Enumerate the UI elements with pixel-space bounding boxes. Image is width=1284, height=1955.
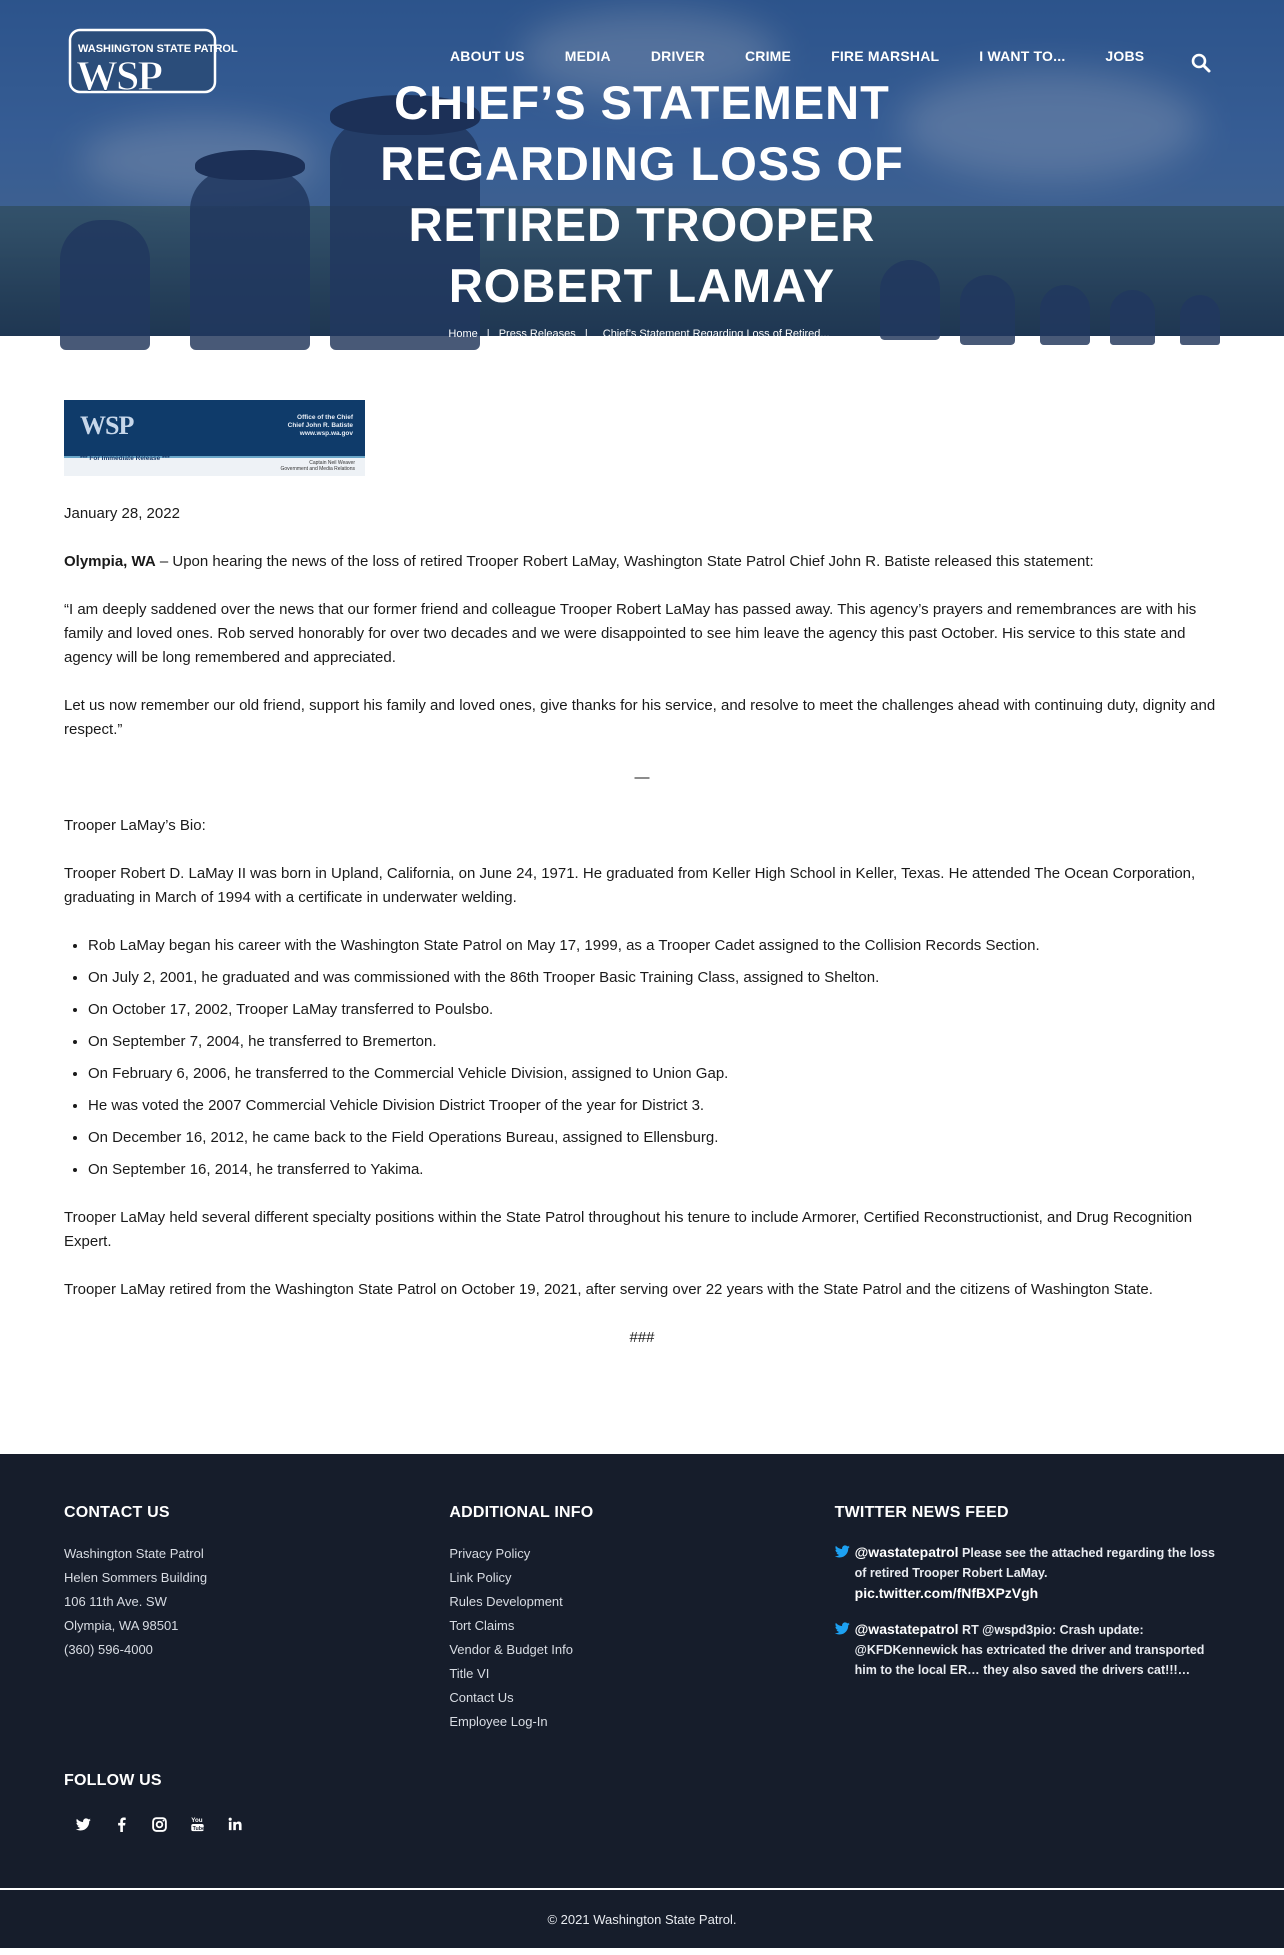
footer-link-vendor-budget[interactable]: Vendor & Budget Info [449, 1642, 573, 1657]
breadcrumb-current: Chief’s Statement Regarding Loss of Retired... [602, 328, 830, 340]
article-content [0, 336, 1284, 1454]
banner-contact [281, 460, 356, 472]
bio-list [88, 934, 1220, 1182]
site-footer [0, 1454, 1284, 1888]
breadcrumb-home[interactable]: Home [448, 328, 478, 340]
tweet-handle[interactable]: @wastatepatrol [854, 1621, 959, 1637]
list-item: • He was voted the 2007 Commercial Vehicle Division District Trooper of the year for District 3. [88, 1094, 1220, 1118]
nav-about-us[interactable]: ABOUT US [450, 48, 525, 64]
footer-columns [64, 1504, 1220, 1734]
nav-fire-marshal[interactable]: FIRE MARSHAL [831, 48, 940, 64]
footer-link-tort-claims[interactable]: Tort Claims [449, 1618, 515, 1633]
footer-link-contact-us[interactable]: Contact Us [449, 1690, 514, 1705]
svg-text:You: You [190, 1817, 203, 1825]
bio-specialty: Trooper LaMay held several different specialty positions within the State Patrol throughout his tenure to include Armorer, Certified Reconstructionist, and Drug Recognition Expert. [64, 1209, 1193, 1250]
nav-driver[interactable]: DRIVER [650, 48, 705, 64]
list-item: • Rob LaMay began his career with the Washington State Patrol on May 17, 1999, as a Trooper Cadet assigned to the Collision Records Section. [88, 934, 1220, 958]
wsp-logo-graphic [70, 30, 238, 102]
breadcrumb-separator: | [486, 328, 490, 340]
contact-line: Washington State Patrol [64, 1546, 204, 1561]
bio-retired: Trooper LaMay retired from the Washington State Patrol on October 19, 2021, after serving over 22 years with the State Patrol and the citizens of Washington State. [64, 1281, 1153, 1298]
social-links [64, 1810, 1220, 1838]
nav-i-want-to[interactable]: I WANT TO... [979, 48, 1066, 64]
article-dateline: Olympia, WA [64, 553, 156, 570]
banner-url: www.wsp.wa.gov [299, 430, 353, 437]
contact-line: Olympia, WA 98501 [64, 1618, 179, 1633]
footer-contact-heading: CONTACT US [64, 1504, 170, 1521]
banner-contact-dept: Government and Media Relations [280, 466, 355, 472]
list-item: • On December 16, 2012, he came back to the Field Operations Bureau, assigned to Ellensburg. [88, 1126, 1220, 1150]
youtube-icon[interactable] [178, 1810, 216, 1838]
copyright-bar [0, 1888, 1284, 1948]
tweet-handle[interactable]: @wastatepatrol [854, 1544, 959, 1560]
logo-text: WASHINGTON STATE PATROL [78, 43, 238, 55]
footer-link-privacy-policy[interactable]: Privacy Policy [449, 1546, 531, 1561]
page-title: CHIEF’S STATEMENT REGARDING LOSS OF RETIRED TROOPER ROBERT LAMAY [380, 76, 904, 312]
tweet-body [855, 1619, 1220, 1680]
tweet-body [855, 1542, 1220, 1603]
footer-link-link-policy[interactable]: Link Policy [449, 1570, 512, 1585]
tweet [835, 1542, 1220, 1603]
footer-contact [64, 1504, 449, 1734]
footer-link-rules-development[interactable]: Rules Development [449, 1594, 563, 1609]
banner-release-label: *** For Immediate Release *** [80, 455, 170, 462]
list-item: • On February 6, 2006, he transferred to the Commercial Vehicle Division, assigned to Union Gap. [88, 1062, 1220, 1086]
twitter-bird-icon [835, 1622, 851, 1680]
footer-info-heading: ADDITIONAL INFO [449, 1504, 594, 1521]
nav-media[interactable]: MEDIA [564, 48, 611, 64]
bio-intro: Trooper Robert D. LaMay II was born in Upland, California, on June 24, 1971. He graduated from Keller High School in Keller, Texas. He attended The Ocean Corporation, graduating in March of 1994 with a certificate in underwater welding. [64, 865, 1196, 906]
nav-jobs[interactable]: JOBS [1105, 48, 1145, 64]
banner-contact-name: Captain Neil Weaver [309, 460, 355, 466]
wsp-logo[interactable] [70, 30, 238, 102]
twitter-bird-icon [835, 1545, 851, 1603]
breadcrumb-separator: | [584, 328, 588, 340]
footer-twitter [835, 1504, 1220, 1734]
tweet-text: RT @wspd3pio: Crash update: @KFDKennewick has extricated the driver and transported him to the local ER… they also saved the drivers cat!!!… [854, 1623, 1205, 1677]
banner-office-title: Office of the Chief [297, 414, 353, 421]
article-quote-1: “I am deeply saddened over the news that our former friend and colleague Trooper Robert LaMay has passed away. This agency’s prayers and remembrances are with his family and loved ones. Rob served honorably for over two decades and we were disappointed to see him leave the agency this past October. His service to this state and agency will be long remembered and appreciated. [64, 601, 1197, 666]
article-end-mark: ### [629, 1329, 655, 1346]
press-release-banner [64, 400, 365, 476]
contact-line: Helen Sommers Building [64, 1570, 208, 1585]
twitter-icon[interactable] [64, 1810, 102, 1838]
copyright-text: © 2021 Washington State Patrol. [547, 1912, 737, 1927]
hero-header [0, 0, 1284, 340]
bio-heading: Trooper LaMay’s Bio: [64, 817, 206, 834]
list-item: • On September 7, 2004, he transferred to Bremerton. [88, 1030, 1220, 1054]
article-intro [64, 550, 1220, 574]
article-date: January 28, 2022 [64, 505, 180, 522]
tweet-link[interactable]: pic.twitter.com/fNfBXPzVgh [854, 1585, 1039, 1601]
nav-crime[interactable]: CRIME [744, 48, 792, 64]
main-nav [450, 48, 1184, 64]
footer-twitter-heading: TWITTER NEWS FEED [834, 1504, 1009, 1521]
contact-line: 106 11th Ave. SW [64, 1594, 167, 1609]
tweet [835, 1619, 1220, 1680]
list-item: • On October 17, 2002, Trooper LaMay transferred to Poulsbo. [88, 998, 1220, 1022]
tweet-text: Please see the attached regarding the loss of retired Trooper Robert LaMay. [854, 1546, 1215, 1580]
logo-monogram: WSP [76, 54, 162, 100]
article-divider: — [634, 769, 650, 786]
article-intro-text: – Upon hearing the news of the loss of retired Trooper Robert LaMay, Washington State Patrol Chief John R. Batiste released this statement: [155, 553, 1094, 570]
banner-chief: Chief John R. Batiste [287, 422, 353, 429]
banner-office [288, 414, 353, 438]
instagram-icon[interactable] [140, 1810, 178, 1838]
follow-us [64, 1772, 1220, 1888]
breadcrumb-press-releases[interactable]: Press Releases [498, 328, 576, 340]
follow-us-heading: FOLLOW US [64, 1772, 162, 1789]
banner-logo: WSP [80, 411, 134, 440]
search-icon[interactable] [1191, 53, 1211, 73]
contact-phone: (360) 596-4000 [64, 1642, 153, 1657]
footer-additional-info [449, 1504, 834, 1734]
list-item: • On September 16, 2014, he transferred to Yakima. [88, 1158, 1220, 1182]
breadcrumb [0, 328, 1284, 340]
article-quote-2: Let us now remember our old friend, support his family and loved ones, give thanks for his service, and resolve to meet the challenges ahead with continuing duty, dignity and respect.” [64, 697, 1216, 738]
list-item: • On July 2, 2001, he graduated and was commissioned with the 86th Trooper Basic Training Class, assigned to Shelton. [88, 966, 1220, 990]
svg-text:Tube: Tube [192, 1825, 205, 1832]
footer-link-employee-login[interactable]: Employee Log-In [449, 1714, 548, 1729]
footer-link-title-vi[interactable]: Title VI [449, 1666, 490, 1681]
linkedin-icon[interactable] [216, 1810, 254, 1838]
facebook-icon[interactable] [102, 1810, 140, 1838]
